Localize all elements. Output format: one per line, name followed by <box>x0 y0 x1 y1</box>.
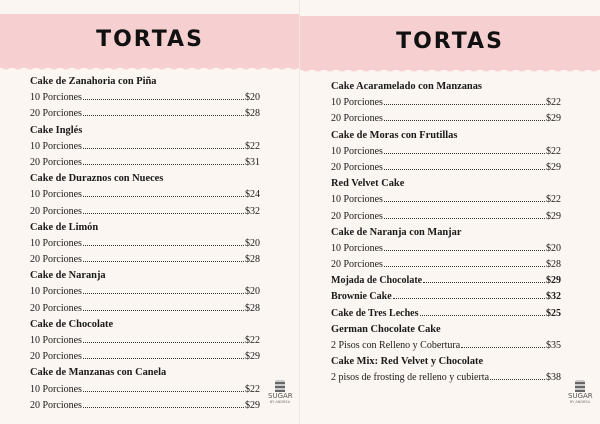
item-price: $28 <box>245 302 260 314</box>
title-banner <box>0 14 300 68</box>
menu-item-name <box>331 322 561 338</box>
item-price: $28 <box>546 259 561 271</box>
menu-item-with-price <box>331 273 561 289</box>
menu-item-name <box>30 123 260 139</box>
item-label: 10 Porciones <box>30 140 82 152</box>
item-label: Cake de Naranja con Manjar <box>331 226 462 238</box>
logo-subtext: BY ANDREA <box>569 400 591 404</box>
cake-icon <box>575 380 585 392</box>
item-label: 10 Porciones <box>30 237 82 249</box>
item-price: $22 <box>245 140 260 152</box>
price-row <box>30 301 260 317</box>
item-label: Brownie Cake <box>331 291 392 303</box>
item-label: 10 Porciones <box>331 97 383 109</box>
price-row <box>331 370 561 386</box>
item-label: 20 Porciones <box>30 254 82 266</box>
page-title: TORTAS <box>396 29 504 54</box>
item-price: $24 <box>245 189 260 201</box>
menu-item-name <box>30 317 260 333</box>
dot-leader <box>384 160 545 170</box>
item-label: Cake Mix: Red Velvet y Chocolate <box>331 356 484 368</box>
price-row <box>30 382 260 398</box>
item-price: $22 <box>245 383 260 395</box>
price-row <box>331 144 561 160</box>
item-label: 10 Porciones <box>331 194 383 206</box>
menu-item-name <box>331 354 561 370</box>
item-label: 20 Porciones <box>331 113 383 125</box>
item-label: Cake de Moras con Frutillas <box>331 129 458 141</box>
item-label: 10 Porciones <box>30 286 82 298</box>
price-row <box>331 338 561 354</box>
item-label: Mojada de Chocolate <box>331 275 423 287</box>
dot-leader <box>83 252 244 262</box>
item-price: $29 <box>546 275 561 287</box>
menu-item-name <box>331 128 561 144</box>
menu-item-name <box>30 171 260 187</box>
dot-leader <box>83 284 244 294</box>
item-label: Cake de Limón <box>30 221 99 233</box>
item-label: 20 Porciones <box>30 302 82 314</box>
item-label: 10 Porciones <box>331 242 383 254</box>
item-label: Cake Inglés <box>30 124 83 136</box>
item-label: Cake de Duraznos con Nueces <box>30 173 164 185</box>
price-row <box>331 192 561 208</box>
menu-item-name <box>30 220 260 236</box>
item-label: 20 Porciones <box>30 399 82 411</box>
item-label: 2 Pisos con Relleno y Cobertura <box>331 340 461 351</box>
price-row <box>30 349 260 365</box>
menu-item-with-price <box>331 289 561 305</box>
item-label: 20 Porciones <box>30 108 82 120</box>
logo-text: SUGAR <box>568 392 593 400</box>
dot-leader <box>384 111 545 121</box>
sugar-logo <box>568 380 592 416</box>
item-price: $25 <box>546 307 561 319</box>
price-row <box>30 236 260 252</box>
item-price: $38 <box>546 372 561 384</box>
dot-leader <box>384 209 545 219</box>
price-row <box>331 111 561 127</box>
item-label: 10 Porciones <box>30 92 82 104</box>
dot-leader <box>83 106 244 116</box>
item-price: $29 <box>245 351 260 363</box>
item-price: $29 <box>546 113 561 125</box>
item-label: Cake de Tres Leches <box>331 307 419 319</box>
dot-leader <box>384 144 545 154</box>
dot-leader <box>393 289 545 299</box>
item-label: 10 Porciones <box>30 189 82 201</box>
title-banner <box>300 16 600 70</box>
menu-item-name <box>331 225 561 241</box>
item-price: $29 <box>546 210 561 222</box>
item-price: $29 <box>546 161 561 173</box>
item-price: $32 <box>245 205 260 217</box>
item-price: $20 <box>546 242 561 254</box>
item-price: $28 <box>245 108 260 120</box>
price-row <box>30 139 260 155</box>
dot-leader <box>83 382 244 392</box>
dot-leader <box>83 236 244 246</box>
menu-item-name <box>331 176 561 192</box>
dot-leader <box>420 306 546 316</box>
price-row <box>30 106 260 122</box>
price-row <box>30 90 260 106</box>
item-price: $35 <box>546 340 561 351</box>
item-label: Cake Acaramelado con Manzanas <box>331 81 482 92</box>
dot-leader <box>423 273 545 283</box>
price-row <box>331 160 561 176</box>
menu-item-name <box>331 79 561 95</box>
dot-leader <box>83 90 244 100</box>
price-row <box>30 155 260 171</box>
item-price: $32 <box>546 291 561 303</box>
dot-leader <box>83 204 244 214</box>
item-label: 10 Porciones <box>331 145 383 157</box>
price-row <box>30 187 260 203</box>
item-label: Cake de Chocolate <box>30 318 114 330</box>
item-label: 20 Porciones <box>30 156 82 168</box>
item-label: Cake de Zanahoria con Piña <box>30 76 157 87</box>
sugar-logo <box>268 380 292 416</box>
price-row <box>331 95 561 111</box>
logo-text: SUGAR <box>268 392 293 400</box>
item-label: German Chocolate Cake <box>331 323 441 335</box>
price-row <box>30 333 260 349</box>
item-label: 10 Porciones <box>30 335 82 346</box>
dot-leader <box>384 192 545 202</box>
item-price: $22 <box>546 194 561 206</box>
price-row <box>30 284 260 300</box>
dot-leader <box>83 301 244 311</box>
item-price: $20 <box>245 92 260 104</box>
menu-item-name <box>30 365 260 381</box>
dot-leader <box>83 187 244 197</box>
menu-item-name <box>30 74 260 90</box>
item-price: $20 <box>245 237 260 249</box>
dot-leader <box>83 333 244 343</box>
item-label: 20 Porciones <box>30 205 82 217</box>
item-label: 20 Porciones <box>30 351 82 363</box>
dot-leader <box>490 370 545 380</box>
price-row <box>331 257 561 273</box>
dot-leader <box>83 349 244 359</box>
right-page <box>300 0 600 424</box>
item-label: 10 Porciones <box>30 383 82 395</box>
item-price: $29 <box>245 399 260 411</box>
item-price: $22 <box>245 335 260 346</box>
dot-leader <box>83 398 244 408</box>
dot-leader <box>384 95 545 105</box>
menu-list <box>331 79 561 387</box>
cake-icon <box>275 380 285 392</box>
item-label: Cake de Manzanas con Canela <box>30 367 167 379</box>
price-row <box>331 241 561 257</box>
dot-leader <box>83 139 244 149</box>
item-label: 2 pisos de frosting de relleno y cubierta <box>331 372 490 384</box>
page-title: TORTAS <box>96 27 204 52</box>
menu-item-with-price <box>331 306 561 322</box>
item-label: 20 Porciones <box>331 161 383 173</box>
dot-leader <box>461 338 545 348</box>
price-row <box>30 398 260 414</box>
menu-list <box>30 74 260 414</box>
item-label: 20 Porciones <box>331 259 383 271</box>
item-price: $28 <box>245 254 260 266</box>
menu-item-name <box>30 268 260 284</box>
logo-subtext: BY ANDREA <box>269 400 291 404</box>
dot-leader <box>83 155 244 165</box>
item-label: Red Velvet Cake <box>331 178 405 190</box>
dot-leader <box>384 241 545 251</box>
item-label: 20 Porciones <box>331 210 383 222</box>
item-label: Cake de Naranja <box>30 270 106 282</box>
price-row <box>30 252 260 268</box>
dot-leader <box>384 257 545 267</box>
item-price: $22 <box>546 97 561 109</box>
item-price: $22 <box>546 145 561 157</box>
item-price: $20 <box>245 286 260 298</box>
price-row <box>331 209 561 225</box>
item-price: $31 <box>245 156 260 168</box>
price-row <box>30 204 260 220</box>
